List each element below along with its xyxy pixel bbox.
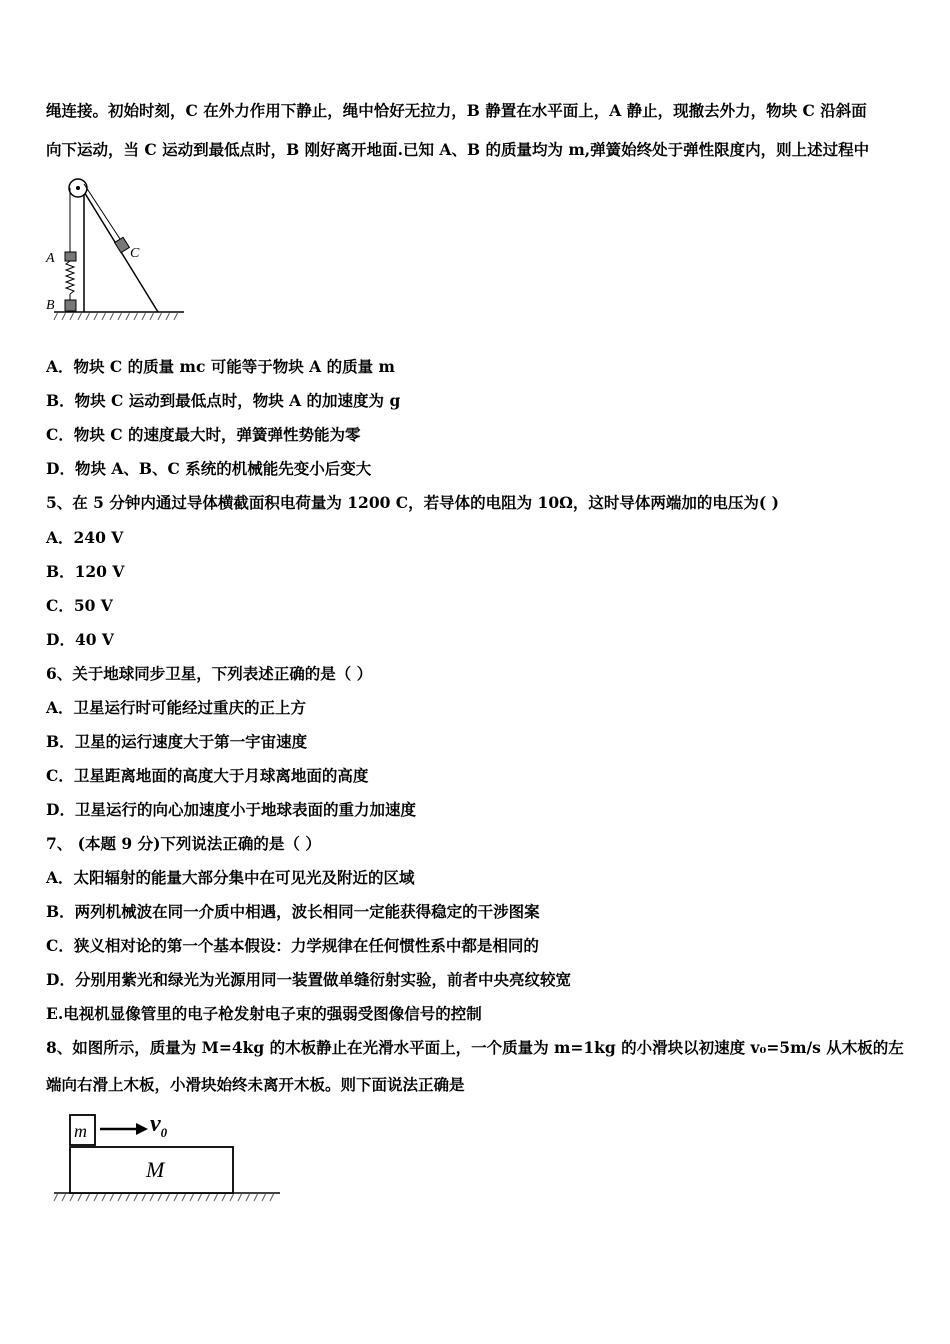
- q6-option-a: A．卫星运行时可能经过重庆的正上方: [46, 698, 307, 717]
- label-a: A: [46, 251, 55, 266]
- q4-stem-line-1: 绳连接。初始时刻，C 在外力作用下静止，绳中恰好无拉力，B 静置在水平面上，A 静止，现撤去外力，物块 C 沿斜面: [46, 101, 867, 120]
- q6-option-d: D．卫星运行的向心加速度小于地球表面的重力加速度: [46, 800, 416, 819]
- label-big-m: M: [146, 1157, 165, 1182]
- q5-option-a: A．240 V: [46, 528, 124, 547]
- q7-option-d: D．分别用紫光和绿光为光源用同一装置做单缝衍射实验，前者中央亮纹较宽: [46, 970, 571, 989]
- q4-option-d: D．物块 A、B、C 系统的机械能先变小后变大: [46, 459, 372, 478]
- q6-stem: 6、关于地球同步卫星，下列表述正确的是（ ）: [46, 664, 373, 683]
- q5-stem: 5、在 5 分钟内通过导体横截面积电荷量为 1200 C，若导体的电阻为 10Ω，这时导体两端加的电压为( ): [46, 493, 779, 512]
- pulley-incline-figure: [40, 170, 190, 325]
- block-b: [65, 300, 76, 311]
- q6-option-b: B．卫星的运行速度大于第一宇宙速度: [46, 732, 308, 751]
- q4-option-c: C．物块 C 的速度最大时，弹簧弹性势能为零: [46, 425, 361, 444]
- q7-option-a: A．太阳辐射的能量大部分集中在可见光及附近的区域: [46, 868, 415, 887]
- q7-stem: 7、 (本题 9 分)下列说法正确的是（ ）: [46, 834, 321, 853]
- label-c: C: [130, 246, 140, 261]
- label-v0: $v_0$: [150, 1111, 168, 1140]
- label-b: B: [46, 298, 55, 313]
- board-block-figure: [48, 1105, 288, 1215]
- q8-stem-line-1: 8、如图所示，质量为 M=4kg 的木板静止在光滑水平面上，一个质量为 m=1kg 的小滑块以初速度 v₀=5m/s 从木板的左: [46, 1038, 904, 1057]
- label-small-m: m: [74, 1121, 87, 1141]
- q4-option-a: A．物块 C 的质量 mc 可能等于物块 A 的质量 m: [46, 357, 395, 376]
- q5-option-d: D．40 V: [46, 630, 114, 649]
- block-c: [115, 237, 130, 252]
- q5-option-c: C．50 V: [46, 596, 113, 615]
- q4-stem-line-2: 向下运动，当 C 运动到最低点时，B 刚好离开地面.已知 A、B 的质量均为 m,弹簧始终处于弹性限度内，则上述过程中: [46, 140, 870, 159]
- q5-option-b: B．120 V: [46, 562, 125, 581]
- block-a: [65, 252, 76, 261]
- q8-stem-line-2: 端向右滑上木板，小滑块始终未离开木板。则下面说法正确是: [46, 1075, 465, 1094]
- q4-option-b: B．物块 C 运动到最低点时，物块 A 的加速度为 g: [46, 391, 401, 410]
- spring: [66, 261, 74, 294]
- q6-option-c: C．卫星距离地面的高度大于月球离地面的高度: [46, 766, 369, 785]
- q7-option-e: E.电视机显像管里的电子枪发射电子束的强弱受图像信号的控制: [46, 1004, 482, 1023]
- q7-option-b: B．两列机械波在同一介质中相遇，波长相同一定能获得稳定的干涉图案: [46, 902, 540, 921]
- q7-option-c: C．狭义相对论的第一个基本假设：力学规律在任何惯性系中都是相同的: [46, 936, 539, 955]
